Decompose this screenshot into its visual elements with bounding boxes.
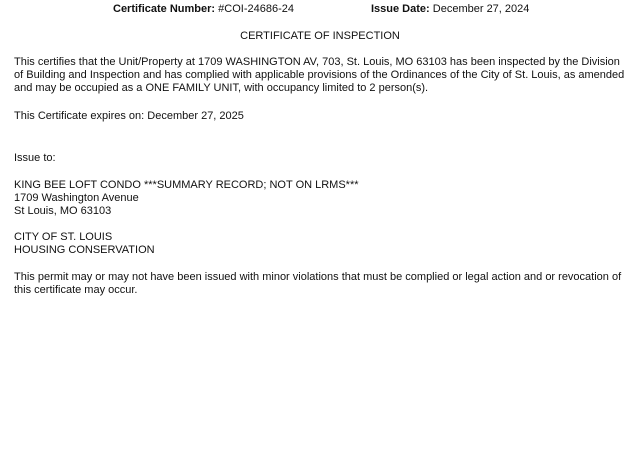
issue-date <box>371 3 529 16</box>
issue-date-label: Issue Date: <box>371 3 430 15</box>
issue-to-label: Issue to: <box>14 152 56 164</box>
certificate-number <box>113 3 294 16</box>
recipient-city: St Louis, MO 63103 <box>14 205 112 217</box>
recipient-address <box>14 179 626 218</box>
certificate-number-value: #COI-24686-24 <box>218 3 294 15</box>
permit-disclaimer: This permit may or may not have been issued with minor violations that must be complied or legal action and or revocation of this certificate may occur. <box>14 271 622 296</box>
agency-line-2: HOUSING CONSERVATION <box>14 244 155 256</box>
certification-statement: This certifies that the Unit/Property at 1709 WASHINGTON AV, 703, St. Louis, MO 63103 has been inspected by the Division of Building and Inspection and has complied with applicable provisions of the Ordinances of the City of St. Louis, as amended and may be occupied as a ONE FAMILY UNIT, with occupancy limited to 2 person(s). <box>14 56 625 94</box>
document-title: CERTIFICATE OF INSPECTION <box>240 30 400 42</box>
recipient-name: KING BEE LOFT CONDO ***SUMMARY RECORD; NOT ON LRMS*** <box>14 179 359 191</box>
issue-date-value: December 27, 2024 <box>432 3 530 15</box>
certificate-header <box>0 3 640 17</box>
recipient-street: 1709 Washington Avenue <box>14 192 139 204</box>
certificate-number-label: Certificate Number: <box>113 3 216 15</box>
expiration-statement: This Certificate expires on: December 27, 2025 <box>14 110 244 122</box>
issuing-agency <box>14 231 626 257</box>
agency-line-1: CITY OF ST. LOUIS <box>14 231 113 243</box>
